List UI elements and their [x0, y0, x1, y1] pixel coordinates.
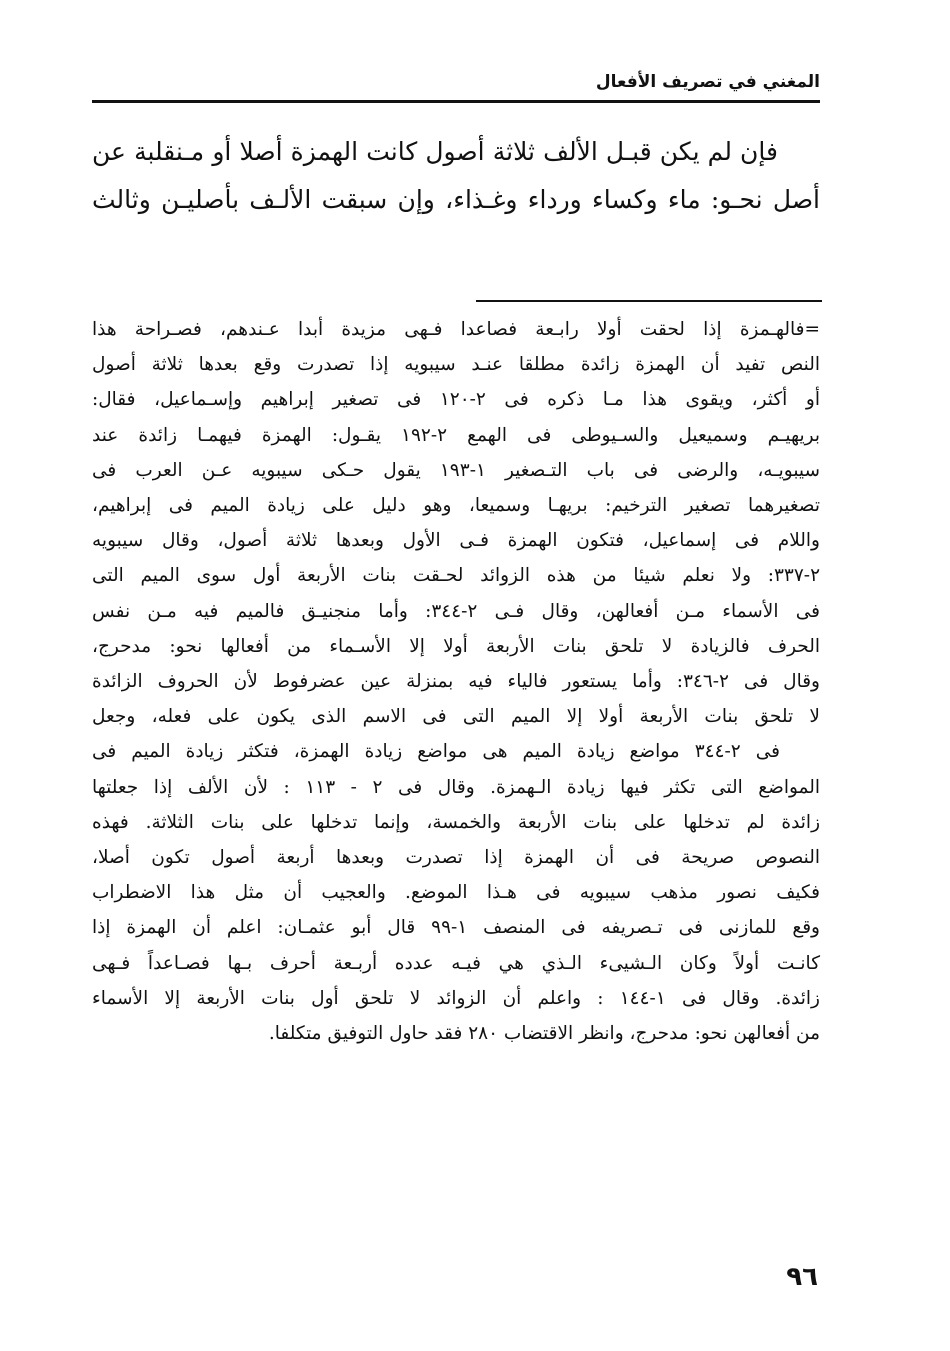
footnote-line: واللام فى إسماعيل، فتكون الهمزة فـى الأول وبعدها ثلاثة أصول، وقال سيبويه	[92, 530, 820, 552]
footnote-line: الحرف فالزيادة لا تلحق بنات الأربعة أولا إلا الأسـماء من أفعالها نحو: مدحرج،	[92, 635, 820, 657]
main-text-line: أصل نحـو: ماء وكساء ورداء وغـذاء، وإن سبقت الألـف بأصليـن وثالث	[92, 185, 820, 214]
footnote-line: أو أكثر، ويقوى هذا مـا ذكره فى ٢-١٢٠ فى تصغير إبراهيم وإسـماعيل، فقال:	[92, 389, 820, 411]
footnote-line: تصغيرهما تصغير الترخيم: بريهـا وسميعا، وهو دليل على زيادة الميم فى إبراهيم،	[92, 495, 820, 517]
footnote-line: =فالهـمزة إذا لحقت أولا رابـعة فصاعدا فـهى مزيدة أبدا عـندهم، فصـراحة هذا	[92, 319, 820, 340]
footnote-line: المواضع التى تكثر فيها زيادة الـهمزة. وقال فى ٢ - ١١٣ : لأن الألف إذا جعلتها	[92, 776, 820, 798]
page-number: ٩٦	[786, 1262, 818, 1292]
footnote-line: سيبويـه، والرضى فى باب التـصغير ١-١٩٣ يقول حـكى سيبويه عـن العرب فى	[92, 459, 820, 481]
footnote-line: فكيف نصور مذهب سيبويه فى هـذا الموضع. والعجيب أن مثل هذا الاضطراب	[92, 882, 820, 904]
footnote-separator	[476, 300, 822, 302]
footnote-line: كانـت أولاً وكان الـشيىء الـذي هي فيـه عدده أربـعة أحرف بـها فصـاعداً فـهى	[92, 952, 820, 974]
main-text	[92, 128, 820, 224]
footnote-line: لا تلحق بنات الأربعة أولا إلا الميم التى فى الاسم الذى يكون على فعله، وجعل	[92, 706, 820, 728]
footnote-line: وقال فى ٢-٣٤٦: وأما يستعور فالياء فيه بمنزلة عين عضرفوط لأن الحروف الزائدة	[92, 671, 820, 693]
footnote-line: زائدة لم تدخلها على بنات الأربعة والخمسة، وإنما تدخلها على بنات الثلاثة. فهذه	[92, 811, 820, 833]
footnote-line: النص تفيد أن الهمزة زائدة مطلقا عنـد سيبويه إذا تصدرت وقع بعدها ثلاثة أصول	[92, 354, 820, 376]
footnote-line: النصوص صريحة فى أن الهمزة إذا تصدرت وبعدها أربعة أصول تكون أصلا،	[92, 847, 820, 869]
running-header-title: المغني في تصريف الأفعال	[595, 72, 820, 92]
footnote-line: من أفعالهن نحو: مدحرج، وانظر الاقتضاب ٢٨٠ فقد حاول التوفيق متكلفا.	[268, 1023, 820, 1045]
footnote	[92, 312, 820, 1051]
footnote-line: زائدة. وقال فى ١-١٤٤ : واعلم أن الزوائد لا تلحق أول بنات الأربعة إلا الأسماء	[92, 987, 820, 1009]
header-rule	[92, 100, 820, 103]
footnote-line: بريهيـم وسميعيل والسـيوطى فى الهمع ٢-١٩٢ يقـول: الهمزة فيهمـا زائدة عند	[92, 424, 820, 446]
main-text-line: فإن لم يكن قبـل الألف ثلاثة أصول كانت الهمزة أصلا أو مـنقلبة عن	[92, 137, 778, 166]
footnote-line: فى الأسماء مـن أفعالهن، وقال فـى ٢-٣٤٤: وأما منجنيـق فالميم فيه مـن نفس	[92, 600, 821, 622]
footnote-line: ٢-٣٣٧: ولا نعلم شيئا من هذه الزوائد لحـقت بنات الأربعة أول سوى الميم التى	[92, 565, 820, 587]
footnote-line: وقع للمازنى فى تـصريفه فى المنصف ١-٩٩ قال أبو عثمـان: اعلم أن الهمزة إذا	[92, 917, 820, 939]
footnote-line: فى ٢-٣٤٤ مواضع زيادة الميم هى مواضع زيادة الهمزة، فتكثر زيادة الميم فى	[92, 741, 780, 763]
